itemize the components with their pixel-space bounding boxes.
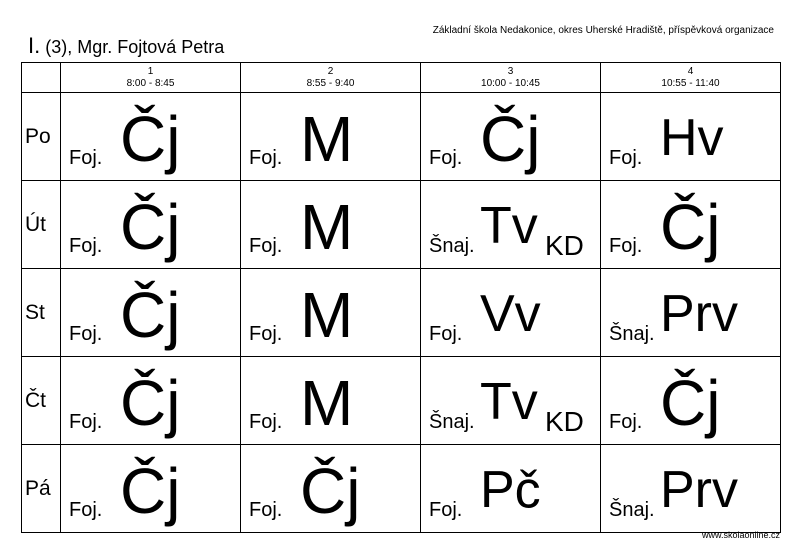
- lesson-subject: M: [300, 103, 354, 175]
- lesson-subject: Vv: [480, 285, 541, 343]
- lesson-subject: Čj: [120, 191, 181, 263]
- lesson-teacher: Foj.: [69, 147, 103, 169]
- lesson-cell: [61, 357, 241, 445]
- period-time: 10:55 - 11:40: [661, 77, 720, 89]
- lesson-teacher: Foj.: [429, 499, 463, 521]
- timetable: [21, 62, 781, 533]
- lesson-cell: [241, 93, 421, 181]
- lesson-teacher: Šnaj.: [609, 499, 655, 521]
- lesson-subject: Čj: [660, 191, 721, 263]
- class-title: [28, 33, 224, 59]
- lesson-subject: Čj: [120, 279, 181, 351]
- lesson-teacher: Šnaj.: [609, 323, 655, 345]
- lesson-teacher: Foj.: [609, 147, 643, 169]
- lesson-subject: Čj: [120, 103, 181, 175]
- corner-cell: [22, 63, 61, 93]
- day-row: [22, 181, 781, 269]
- lesson-cell: [601, 445, 781, 533]
- lesson-teacher: Foj.: [249, 411, 283, 433]
- lesson-cell: [601, 93, 781, 181]
- period-header: [421, 63, 601, 93]
- day-row: [22, 93, 781, 181]
- day-label: St: [22, 269, 61, 357]
- lesson-room: KD: [545, 406, 584, 437]
- lesson-teacher: Foj.: [249, 235, 283, 257]
- school-name: Základní škola Nedakonice, okres Uherské Hradiště, příspěvková organizace: [432, 25, 774, 36]
- lesson-subject: Čj: [660, 367, 721, 439]
- lesson-teacher: Foj.: [69, 411, 103, 433]
- lesson-cell: [241, 181, 421, 269]
- footer-source: www.skolaonline.cz: [701, 530, 780, 540]
- class-info: (3), Mgr. Fojtová Petra: [40, 37, 225, 57]
- lesson-cell: [421, 93, 601, 181]
- lesson-cell: [61, 93, 241, 181]
- period-time: 10:00 - 10:45: [481, 77, 540, 89]
- day-label: Pá: [22, 445, 61, 533]
- lesson-subject: M: [300, 367, 354, 439]
- day-label: Po: [22, 93, 61, 181]
- lesson-subject: Čj: [480, 103, 541, 175]
- lesson-cell: [241, 269, 421, 357]
- period-number: 3: [507, 65, 514, 77]
- day-row: [22, 269, 781, 357]
- lesson-cell: [61, 181, 241, 269]
- lesson-subject: M: [300, 279, 354, 351]
- lesson-teacher: Foj.: [609, 235, 643, 257]
- period-number: 4: [687, 65, 694, 77]
- period-header: [61, 63, 241, 93]
- lesson-cell: [241, 357, 421, 445]
- day-label: Čt: [22, 357, 61, 445]
- lesson-cell: [421, 269, 601, 357]
- day-row: [22, 445, 781, 533]
- lesson-cell: [421, 357, 601, 445]
- lesson-cell: [601, 269, 781, 357]
- period-time: 8:55 - 9:40: [306, 77, 355, 89]
- lesson-teacher: Foj.: [69, 499, 103, 521]
- lesson-subject: Prv: [660, 461, 738, 519]
- lesson-teacher: Foj.: [249, 147, 283, 169]
- lesson-subject: M: [300, 191, 354, 263]
- lesson-subject: Pč: [480, 461, 541, 519]
- lesson-cell: [61, 445, 241, 533]
- period-header-row: [22, 63, 781, 93]
- lesson-teacher: Foj.: [69, 323, 103, 345]
- lesson-teacher: Šnaj.: [429, 235, 475, 257]
- lesson-subject: Tv: [480, 197, 538, 255]
- lesson-cell: [601, 181, 781, 269]
- day-label: Út: [22, 181, 61, 269]
- lesson-teacher: Foj.: [69, 235, 103, 257]
- lesson-teacher: Šnaj.: [429, 411, 475, 433]
- lesson-teacher: Foj.: [609, 411, 643, 433]
- lesson-subject: Čj: [120, 367, 181, 439]
- period-number: 1: [147, 65, 154, 77]
- period-number: 2: [327, 65, 334, 77]
- lesson-teacher: Foj.: [429, 323, 463, 345]
- day-row: [22, 357, 781, 445]
- lesson-subject: Čj: [300, 455, 361, 527]
- period-time: 8:00 - 8:45: [126, 77, 175, 89]
- lesson-cell: [421, 181, 601, 269]
- lesson-teacher: Foj.: [429, 147, 463, 169]
- lesson-cell: [61, 269, 241, 357]
- timetable-body: [22, 93, 781, 533]
- lesson-teacher: Foj.: [249, 323, 283, 345]
- lesson-cell: [601, 357, 781, 445]
- period-header: [601, 63, 781, 93]
- lesson-room: KD: [545, 230, 584, 261]
- lesson-subject: Hv: [660, 109, 724, 167]
- class-number: I.: [28, 33, 41, 58]
- lesson-teacher: Foj.: [249, 499, 283, 521]
- lesson-cell: [421, 445, 601, 533]
- lesson-subject: Prv: [660, 285, 738, 343]
- lesson-cell: [241, 445, 421, 533]
- period-header: [241, 63, 421, 93]
- lesson-subject: Tv: [480, 373, 538, 431]
- lesson-subject: Čj: [120, 455, 181, 527]
